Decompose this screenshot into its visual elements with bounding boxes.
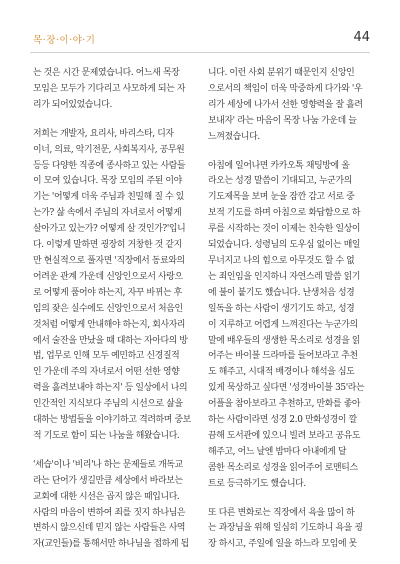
text-line: 끔해 도서관에 있으니 빌려 보라고 공유도 bbox=[208, 430, 361, 441]
text-line: 콤한 목소리로 성경을 읽어주어 로맨티스 bbox=[208, 462, 358, 473]
text-line: 등등 다양한 직종에 종사하고 있는 사람들 bbox=[33, 160, 186, 171]
text-line: 사람의 마음이 변하여 죄를 짓지 하나님은 bbox=[33, 507, 186, 518]
text-line: 로 어떻게 품어야 하는지, 자꾸 바뀌는 후 bbox=[33, 287, 182, 298]
text-line: 는 죄인임을 인지하니 자연스레 말씀 읽기 bbox=[208, 271, 361, 282]
body-paragraph bbox=[33, 127, 193, 445]
text-line: 무너지고 나의 힘으로 아무것도 할 수 없 bbox=[208, 255, 355, 266]
text-line: 임의 잦은 실수에도 신앙인으로서 처음인 bbox=[33, 303, 183, 314]
text-line: 인간적인 지식보다 주님의 시선으로 삶을 bbox=[33, 399, 183, 410]
text-line: 아침에 일어나면 카카오톡 채팅방에 올 bbox=[208, 160, 350, 171]
text-line: 교회에 대한 시선은 곱지 않은 때입니다. bbox=[33, 491, 180, 502]
text-line: 살아가고 있는가? 어떻게 살 것인가?'입니 bbox=[33, 224, 186, 235]
text-line: 라오는 성경 말씀이 기대되고, 누군가의 bbox=[208, 176, 352, 187]
text-line: 있게 묵상하고 싶다면 '성경바이블 35'라는 bbox=[208, 383, 365, 394]
text-line: 하는 사람이라면 성경 2.0 만화성경이 깔 bbox=[208, 415, 357, 426]
text-line: 대하는 방법들을 이야기하고 격려하며 중보 bbox=[33, 415, 191, 426]
text-line: 라는 단어가 생길만큼 세상에서 바라보는 bbox=[33, 475, 183, 486]
text-line: 인 가운데 주의 자녀로서 어떤 선한 영향 bbox=[33, 367, 180, 378]
text-line: 느껴졌습니다. bbox=[208, 131, 260, 142]
text-line: 법, 업무로 인해 모두 예민하고 신경질적 bbox=[33, 351, 180, 362]
text-line: 보내자' 라는 마음이 목장 나눔 가운데 늘 bbox=[208, 115, 357, 126]
text-line: 는 것은 시간 문제였습니다. 어느새 목장 bbox=[33, 68, 180, 78]
text-line: 이 모여 있습니다. 목장 모임의 주된 이야 bbox=[33, 176, 182, 187]
body-paragraph bbox=[208, 66, 368, 146]
text-line: 리가 되어있었습니다. bbox=[33, 99, 112, 110]
text-line: 저희는 개발자, 요리사, 바리스타, 디자 bbox=[33, 128, 174, 139]
right-column bbox=[208, 66, 368, 553]
text-line: 자(교인들)를 통해서만 하나님을 접하게 됩 bbox=[33, 539, 189, 550]
body-paragraph bbox=[33, 458, 193, 553]
text-line: 트로 등극하기도 했습니다. bbox=[208, 478, 306, 489]
text-line: 어주는 바이블 드라마를 들어보라고 추천 bbox=[208, 351, 358, 362]
text-line: '세습'이나 '비리'나 하는 문제들로 개독교 bbox=[33, 459, 183, 470]
body-paragraph bbox=[33, 66, 193, 114]
text-line: 해주고, 어느 날엔 밤마다 아내에게 달 bbox=[208, 446, 347, 457]
text-line: 에 불이 붙기도 했습니다. 난생처음 성경 bbox=[208, 287, 355, 298]
text-line: 도 해주고, 시대적 배경이나 해석을 심도 bbox=[208, 367, 355, 378]
text-line: 것처럼 어떻게 안내해야 하는지, 회사자리 bbox=[33, 319, 186, 330]
text-line: 적 기도로 함이 되는 나눔을 해왔습니다. bbox=[33, 430, 180, 441]
text-line: 는가? 삶 속에서 주님의 자녀로서 어떻게 bbox=[33, 208, 182, 219]
text-line: 력을 흘려보내야 하는지' 등 일상에서 나의 bbox=[33, 383, 188, 394]
header-rule bbox=[30, 52, 370, 53]
text-line: 어려운 관계 가운데 신앙인으로서 사랑으 bbox=[33, 271, 183, 282]
text-line: 이 지루하고 어렵게 느껴진다는 누군가의 bbox=[208, 319, 358, 330]
page-header bbox=[30, 30, 370, 48]
text-line: 되었습니다. 성령님의 도우심 없이는 매일 bbox=[208, 240, 361, 251]
body-paragraph bbox=[208, 159, 368, 493]
text-line: 이너, 의료, 악기전문, 사회복지사, 공무원 bbox=[33, 144, 185, 155]
text-line: 또 다른 변화로는 직장에서 욕을 많이 하 bbox=[208, 507, 355, 518]
section-title: 목·장·이·야·기 bbox=[33, 35, 96, 46]
text-line: 말에 배우들의 생생한 목소리로 성경을 읽 bbox=[208, 335, 361, 346]
text-line: 어플을 참아보라고 추천하고, 만화를 좋아 bbox=[208, 399, 361, 410]
text-line: 기도제목을 보며 눈을 잠깐 감고 서로 중 bbox=[208, 192, 355, 203]
body-paragraph bbox=[208, 506, 368, 554]
text-line: 보적 기도를 하며 아침으로 화답함으로 하 bbox=[208, 208, 361, 219]
text-line: 일독을 하는 사람이 생기기도 하고, 성경 bbox=[208, 303, 355, 314]
text-line: 는 과장님을 위해 일심히 기도하니 욕을 굉 bbox=[208, 523, 363, 534]
text-line: 루를 시작하는 것이 이제는 친숙한 일상이 bbox=[208, 224, 361, 235]
text-line: 모임은 모두가 기다리고 사모하게 되는 자 bbox=[33, 83, 186, 94]
page-number: 44 bbox=[353, 30, 370, 45]
text-line: 으로서의 책임이 더욱 막중하게 다가와 '우 bbox=[208, 83, 363, 94]
text-line: 만 현실적으로 풀자면 '직장에서 동료와의 bbox=[33, 255, 185, 266]
text-line: 다. 이렇게 말하면 굉장히 거창한 것 같지 bbox=[33, 240, 182, 251]
text-line: 리가 세상에 나가서 선한 영향력을 잘 흘려 bbox=[208, 99, 363, 110]
text-line: 니다. 이런 사회 분위기 때문인지 신앙인 bbox=[208, 68, 355, 78]
text-line: 에서 술잔을 만났을 때 대하는 자아다의 방 bbox=[33, 335, 188, 346]
left-column bbox=[33, 66, 193, 553]
text-line: 기는 '어떻게 더욱 주님과 친밀해 질 수 있 bbox=[33, 192, 184, 203]
text-line: 변하시 않으신데 믿지 않는 사람들은 사역 bbox=[33, 523, 186, 534]
text-line: 장 하시고, 주일에 일을 하느라 모임에 못 bbox=[208, 539, 357, 550]
